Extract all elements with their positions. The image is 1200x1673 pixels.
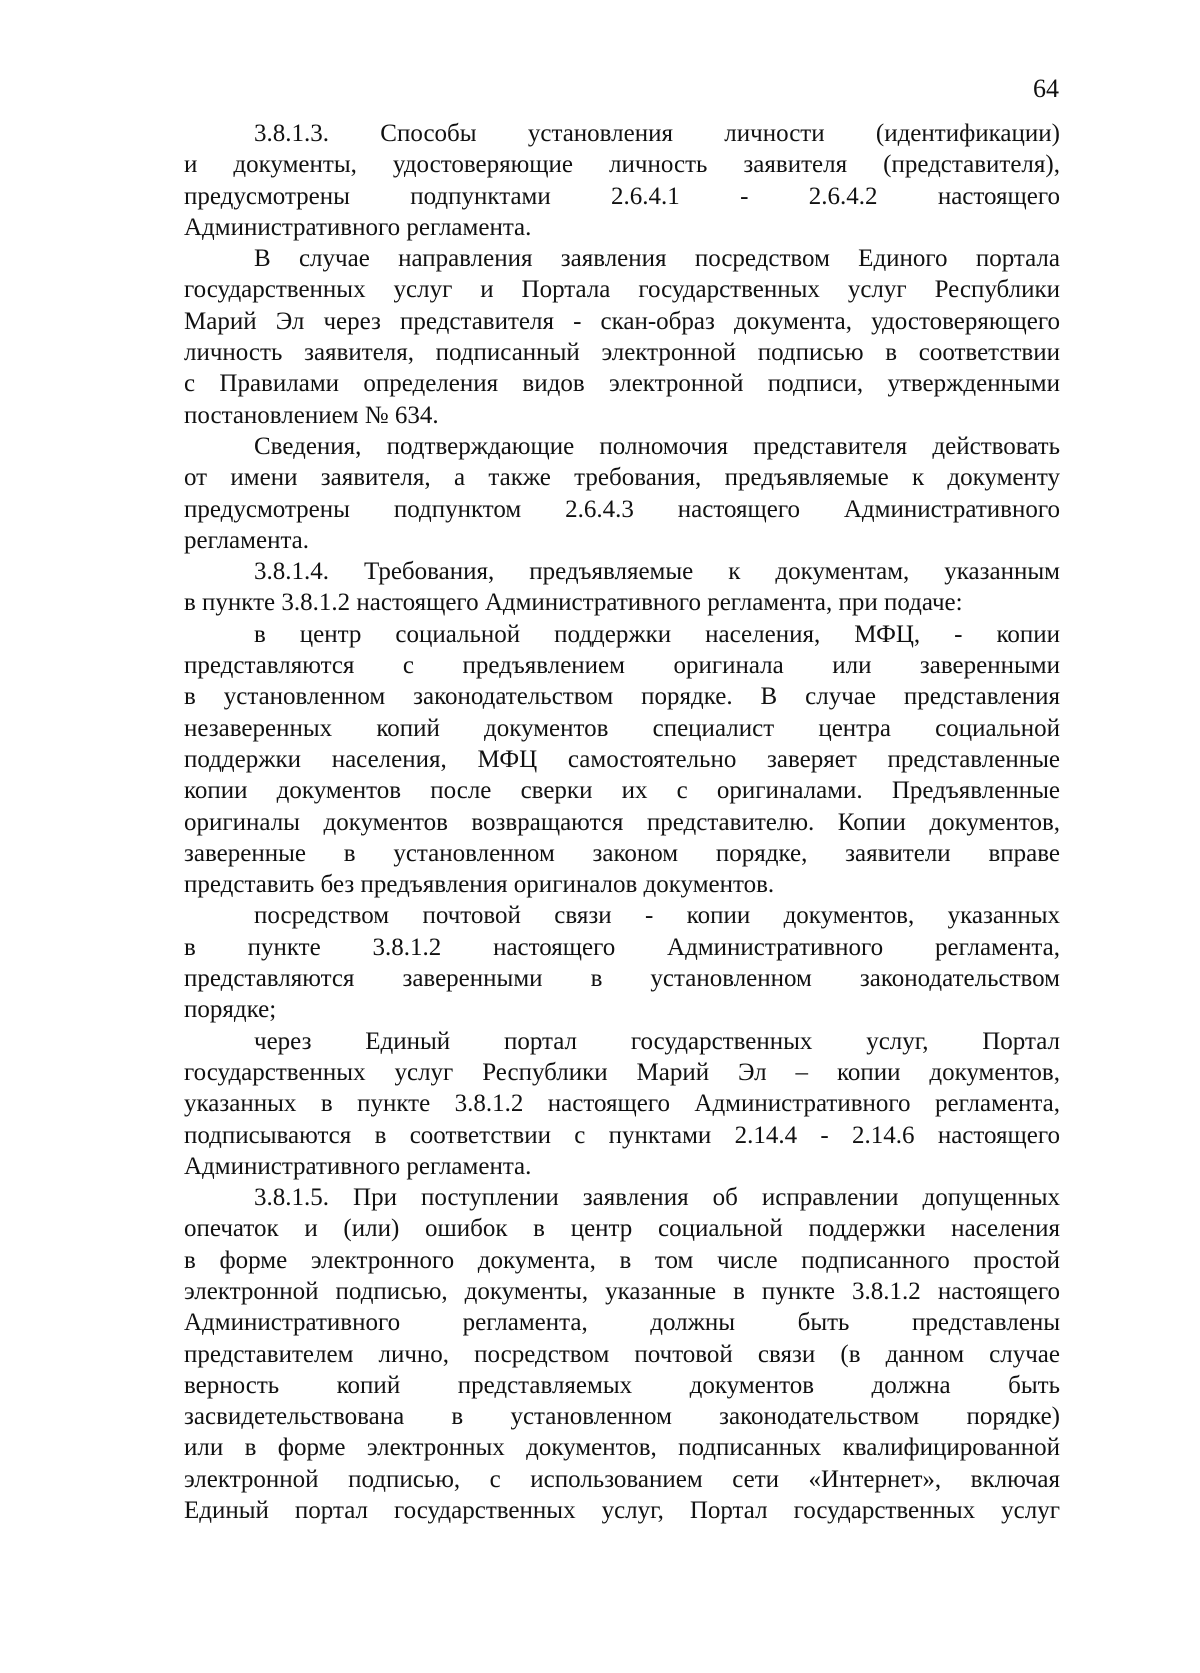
text-line: Административного регламента, должны быть представлены bbox=[184, 1309, 1060, 1337]
text-line: 3.8.1.5. При поступлении заявления об исправлении допущенных bbox=[254, 1184, 1060, 1212]
paragraph-3-8-1-4 bbox=[184, 556, 1060, 619]
text-line: Административного регламента. bbox=[184, 213, 532, 241]
text-line: постановлением № 634. bbox=[184, 401, 439, 429]
text-line: Сведения, подтверждающие полномочия представителя действовать bbox=[254, 432, 1060, 460]
text-line: 3.8.1.3. Способы установления личности (идентификации) bbox=[254, 120, 1060, 147]
text-line: Единый портал государственных услуг, Портал государственных услуг bbox=[184, 1497, 1060, 1525]
text-line: в форме электронного документа, в том числе подписанного простой bbox=[184, 1246, 1060, 1274]
text-line: заверенные в установленном законом порядке, заявители вправе bbox=[184, 839, 1060, 867]
text-line: В случае направления заявления посредством Единого портала bbox=[254, 245, 1060, 273]
paragraph-3-8-1-3 bbox=[184, 118, 1060, 243]
text-line: регламента. bbox=[184, 526, 310, 554]
text-line: предусмотрены подпунктом 2.6.4.3 настоящего Административного bbox=[184, 495, 1060, 523]
text-line: представляются заверенными в установленном законодательством bbox=[184, 965, 1060, 993]
document-body bbox=[184, 118, 1060, 1526]
text-line: порядке; bbox=[184, 996, 277, 1024]
text-line: копии документов после сверки их с оригиналами. Предъявленные bbox=[184, 777, 1060, 805]
text-line: поддержки населения, МФЦ самостоятельно заверяет представленные bbox=[184, 745, 1060, 773]
paragraph-portal bbox=[184, 1026, 1060, 1182]
paragraph-authority-info bbox=[184, 431, 1060, 556]
text-line: указанных в пункте 3.8.1.2 настоящего Административного регламента, bbox=[184, 1090, 1060, 1118]
text-line: верность копий представляемых документов должна быть bbox=[184, 1371, 1060, 1399]
text-line: Марий Эл через представителя - скан-образ документа, удостоверяющего bbox=[184, 307, 1060, 335]
text-line: представляются с предъявлением оригинала или заверенными bbox=[184, 652, 1060, 680]
text-line: от имени заявителя, а также требования, предъявляемые к документу bbox=[184, 464, 1060, 492]
text-line: государственных услуг и Портала государственных услуг Республики bbox=[184, 276, 1060, 304]
text-line: представить без предъявления оригиналов документов. bbox=[184, 871, 775, 899]
text-line: через Единый портал государственных услуг, Портал bbox=[254, 1027, 1060, 1055]
page-number: 64 bbox=[1033, 74, 1059, 103]
text-line: государственных услуг Республики Марий Эл – копии документов, bbox=[184, 1058, 1060, 1086]
text-line: электронной подписью, документы, указанные в пункте 3.8.1.2 настоящего bbox=[184, 1277, 1060, 1305]
text-line: оригиналы документов возвращаются представителю. Копии документов, bbox=[184, 808, 1060, 836]
text-line: опечаток и (или) ошибок в центр социальной поддержки населения bbox=[184, 1215, 1060, 1243]
text-line: подписываются в соответствии с пунктами 2.14.4 - 2.14.6 настоящего bbox=[184, 1121, 1060, 1149]
text-line: незаверенных копий документов специалист центра социальной bbox=[184, 714, 1060, 742]
text-line: засвидетельствована в установленном законодательством порядке) bbox=[184, 1403, 1060, 1431]
text-line: представителем лично, посредством почтовой связи (в данном случае bbox=[184, 1340, 1060, 1368]
text-line: с Правилами определения видов электронной подписи, утвержденными bbox=[184, 370, 1060, 398]
text-line: в пункте 3.8.1.2 настоящего Административного регламента, bbox=[184, 933, 1060, 961]
text-line: 3.8.1.4. Требования, предъявляемые к документам, указанным bbox=[254, 558, 1060, 586]
text-line: Административного регламента. bbox=[184, 1152, 532, 1180]
text-line: в пункте 3.8.1.2 настоящего Административного регламента, при подаче: bbox=[184, 589, 963, 617]
text-line: в центр социальной поддержки населения, МФЦ, - копии bbox=[254, 620, 1060, 648]
text-line: и документы, удостоверяющие личность заявителя (представителя), bbox=[184, 151, 1060, 179]
text-line: в установленном законодательством порядке. В случае представления bbox=[184, 683, 1060, 711]
text-line: электронной подписью, с использованием сети «Интернет», включая bbox=[184, 1465, 1060, 1493]
text-line: предусмотрены подпунктами 2.6.4.1 - 2.6.4.2 настоящего bbox=[184, 182, 1060, 210]
paragraph-postal bbox=[184, 900, 1060, 1025]
text-line: посредством почтовой связи - копии документов, указанных bbox=[254, 902, 1060, 930]
text-line: личность заявителя, подписанный электронной подписью в соответствии bbox=[184, 339, 1060, 367]
paragraph-social-center bbox=[184, 619, 1060, 901]
paragraph-representative-scan bbox=[184, 243, 1060, 431]
paragraph-3-8-1-5 bbox=[184, 1182, 1060, 1526]
text-line: или в форме электронных документов, подписанных квалифицированной bbox=[184, 1434, 1060, 1462]
